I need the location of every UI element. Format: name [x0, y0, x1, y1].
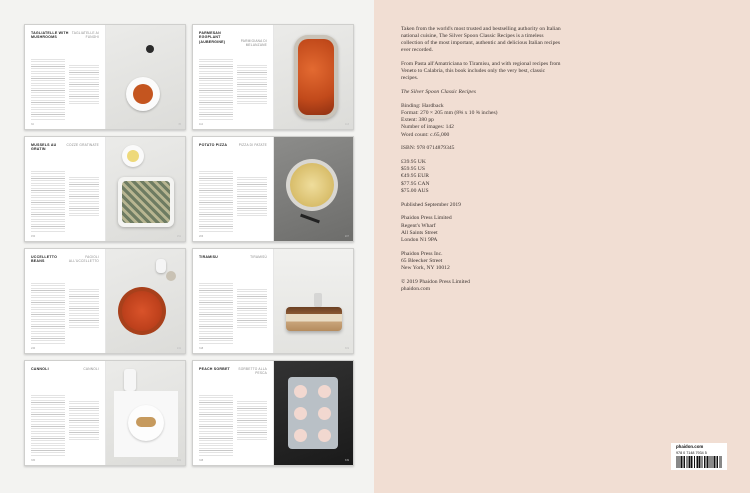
- ingredient-text: [31, 283, 65, 345]
- ingredient-text: [199, 283, 233, 345]
- spread-peach-sorbet: PEACH SORBET SORBETTO ALLA PESCA 348 349: [192, 360, 354, 466]
- method-text: [237, 65, 267, 105]
- spread-uccelletto-beans: UCCELLETTO BEANS FAGIOLI ALL'UCCELLETTO 240 241: [24, 248, 186, 354]
- spread-title: PARMESAN EGGPLANT (AUBERGINE): [199, 31, 226, 44]
- spread-subtitle: COZZE GRATINATE: [66, 143, 99, 147]
- recipe-photo: [274, 25, 353, 129]
- spread-title: POTATO PIZZA: [199, 143, 228, 147]
- spread-title: TIRAMISU: [199, 255, 218, 259]
- method-text: [69, 65, 99, 105]
- method-text: [237, 401, 267, 441]
- spread-subtitle: PIZZA DI PATATE: [238, 143, 267, 147]
- method-text: [69, 401, 99, 441]
- spread-cannoli: CANNOLI CANNOLI 330 331: [24, 360, 186, 466]
- spread-title: TAGLIATELLE WITH MUSHROOMS: [31, 31, 69, 40]
- recipe-photo: [106, 137, 185, 241]
- spread-subtitle: FAGIOLI ALL'UCCELLETTO: [68, 255, 99, 264]
- isbn: ISBN: 978 0714879345: [401, 145, 455, 152]
- spread-tagliatelle: TAGLIATELLE WITH MUSHROOMS TAGLIATELLE AI FUNGHI 34 35: [24, 24, 186, 130]
- ingredient-text: [31, 59, 65, 121]
- spread-subtitle: TAGLIATELLE AI FUNGHI: [71, 31, 99, 40]
- spread-title: UCCELLETTO BEANS: [31, 255, 58, 264]
- intro-paragraph: Taken from the world's most trusted and bestselling authority on Italian national cuisine, The Silver Spoon Classic Recipes is a timeless collection of the most important, authentic and delicious Italian recipes ever recorded.: [401, 26, 561, 54]
- method-text: [237, 177, 267, 217]
- spread-subtitle: TIRAMISÙ: [250, 255, 267, 259]
- spread-parmesan-eggplant: PARMESAN EGGPLANT (AUBERGINE) PARMIGIANA DI MELANZANE 112 113: [192, 24, 354, 130]
- barcode-isbn: 978 0 7148 7934 5: [676, 451, 707, 455]
- publisher-us-address: Phaidon Press Inc. 65 Bleecker Street New York, NY 10012: [401, 250, 450, 271]
- spread-subtitle: SORBETTO ALLA PESCA: [238, 367, 267, 376]
- tiramisu-dish: [286, 307, 342, 331]
- ingredient-text: [31, 395, 65, 457]
- ingredient-text: [199, 171, 233, 233]
- body-paragraph: From Pasta all'Amatriciana to Tiramisu, and with regional recipes from Veneto to Calabria, this book includes only the very best, classic recipes.: [401, 61, 561, 82]
- copyright: © 2019 Phaidon Press Limited phaidon.com: [401, 278, 470, 292]
- pizza-cutter: [300, 214, 320, 224]
- method-text: [69, 289, 99, 329]
- spread-title: CANNOLI: [31, 367, 49, 371]
- recipe-photo: [106, 361, 185, 465]
- barcode-website: phaidon.com: [676, 444, 704, 449]
- publisher-uk-address: Phaidon Press Limited Regent's Wharf All Saints Street London N1 9PA: [401, 215, 452, 243]
- recipe-photo: [106, 249, 185, 353]
- prices: £39.95 UK $59.95 US €49.95 EUR $77.95 CAN $75.00 AUS: [401, 159, 430, 194]
- recipe-photo: [274, 137, 353, 241]
- book-title: The Silver Spoon Classic Recipes: [401, 89, 476, 96]
- spread-tiramisu: TIRAMISU TIRAMISÙ 318 319: [192, 248, 354, 354]
- book-description: [401, 26, 561, 300]
- spread-subtitle: CANNOLI: [83, 367, 99, 371]
- method-text: [237, 289, 267, 329]
- ingredient-text: [31, 171, 65, 233]
- barcode-label: [671, 443, 727, 470]
- spread-subtitle: PARMIGIANA DI MELANZANE: [240, 39, 267, 48]
- publication-date: Published September 2019: [401, 201, 461, 208]
- pizza: [290, 163, 334, 207]
- ingredient-text: [199, 59, 233, 121]
- spread-title: PEACH SORBET: [199, 367, 230, 371]
- recipe-photo: [274, 249, 353, 353]
- specs: Binding: Hardback Format: 270 × 205 mm (8⅝ x 10 ⅝ inches) Extent: 380 pp Number of images: 142 Word count: c.65,000: [401, 103, 498, 138]
- method-text: [69, 177, 99, 217]
- spread-mussels: MUSSELS AU GRATIN COZZE GRATINATE 150 151: [24, 136, 186, 242]
- ingredient-text: [199, 395, 233, 457]
- recipe-photo: [274, 361, 353, 465]
- spread-potato-pizza: POTATO PIZZA PIZZA DI PATATE 206 207: [192, 136, 354, 242]
- spread-title: MUSSELS AU GRATIN: [31, 143, 57, 152]
- recipe-photo: [106, 25, 185, 129]
- barcode-icon: [676, 456, 722, 468]
